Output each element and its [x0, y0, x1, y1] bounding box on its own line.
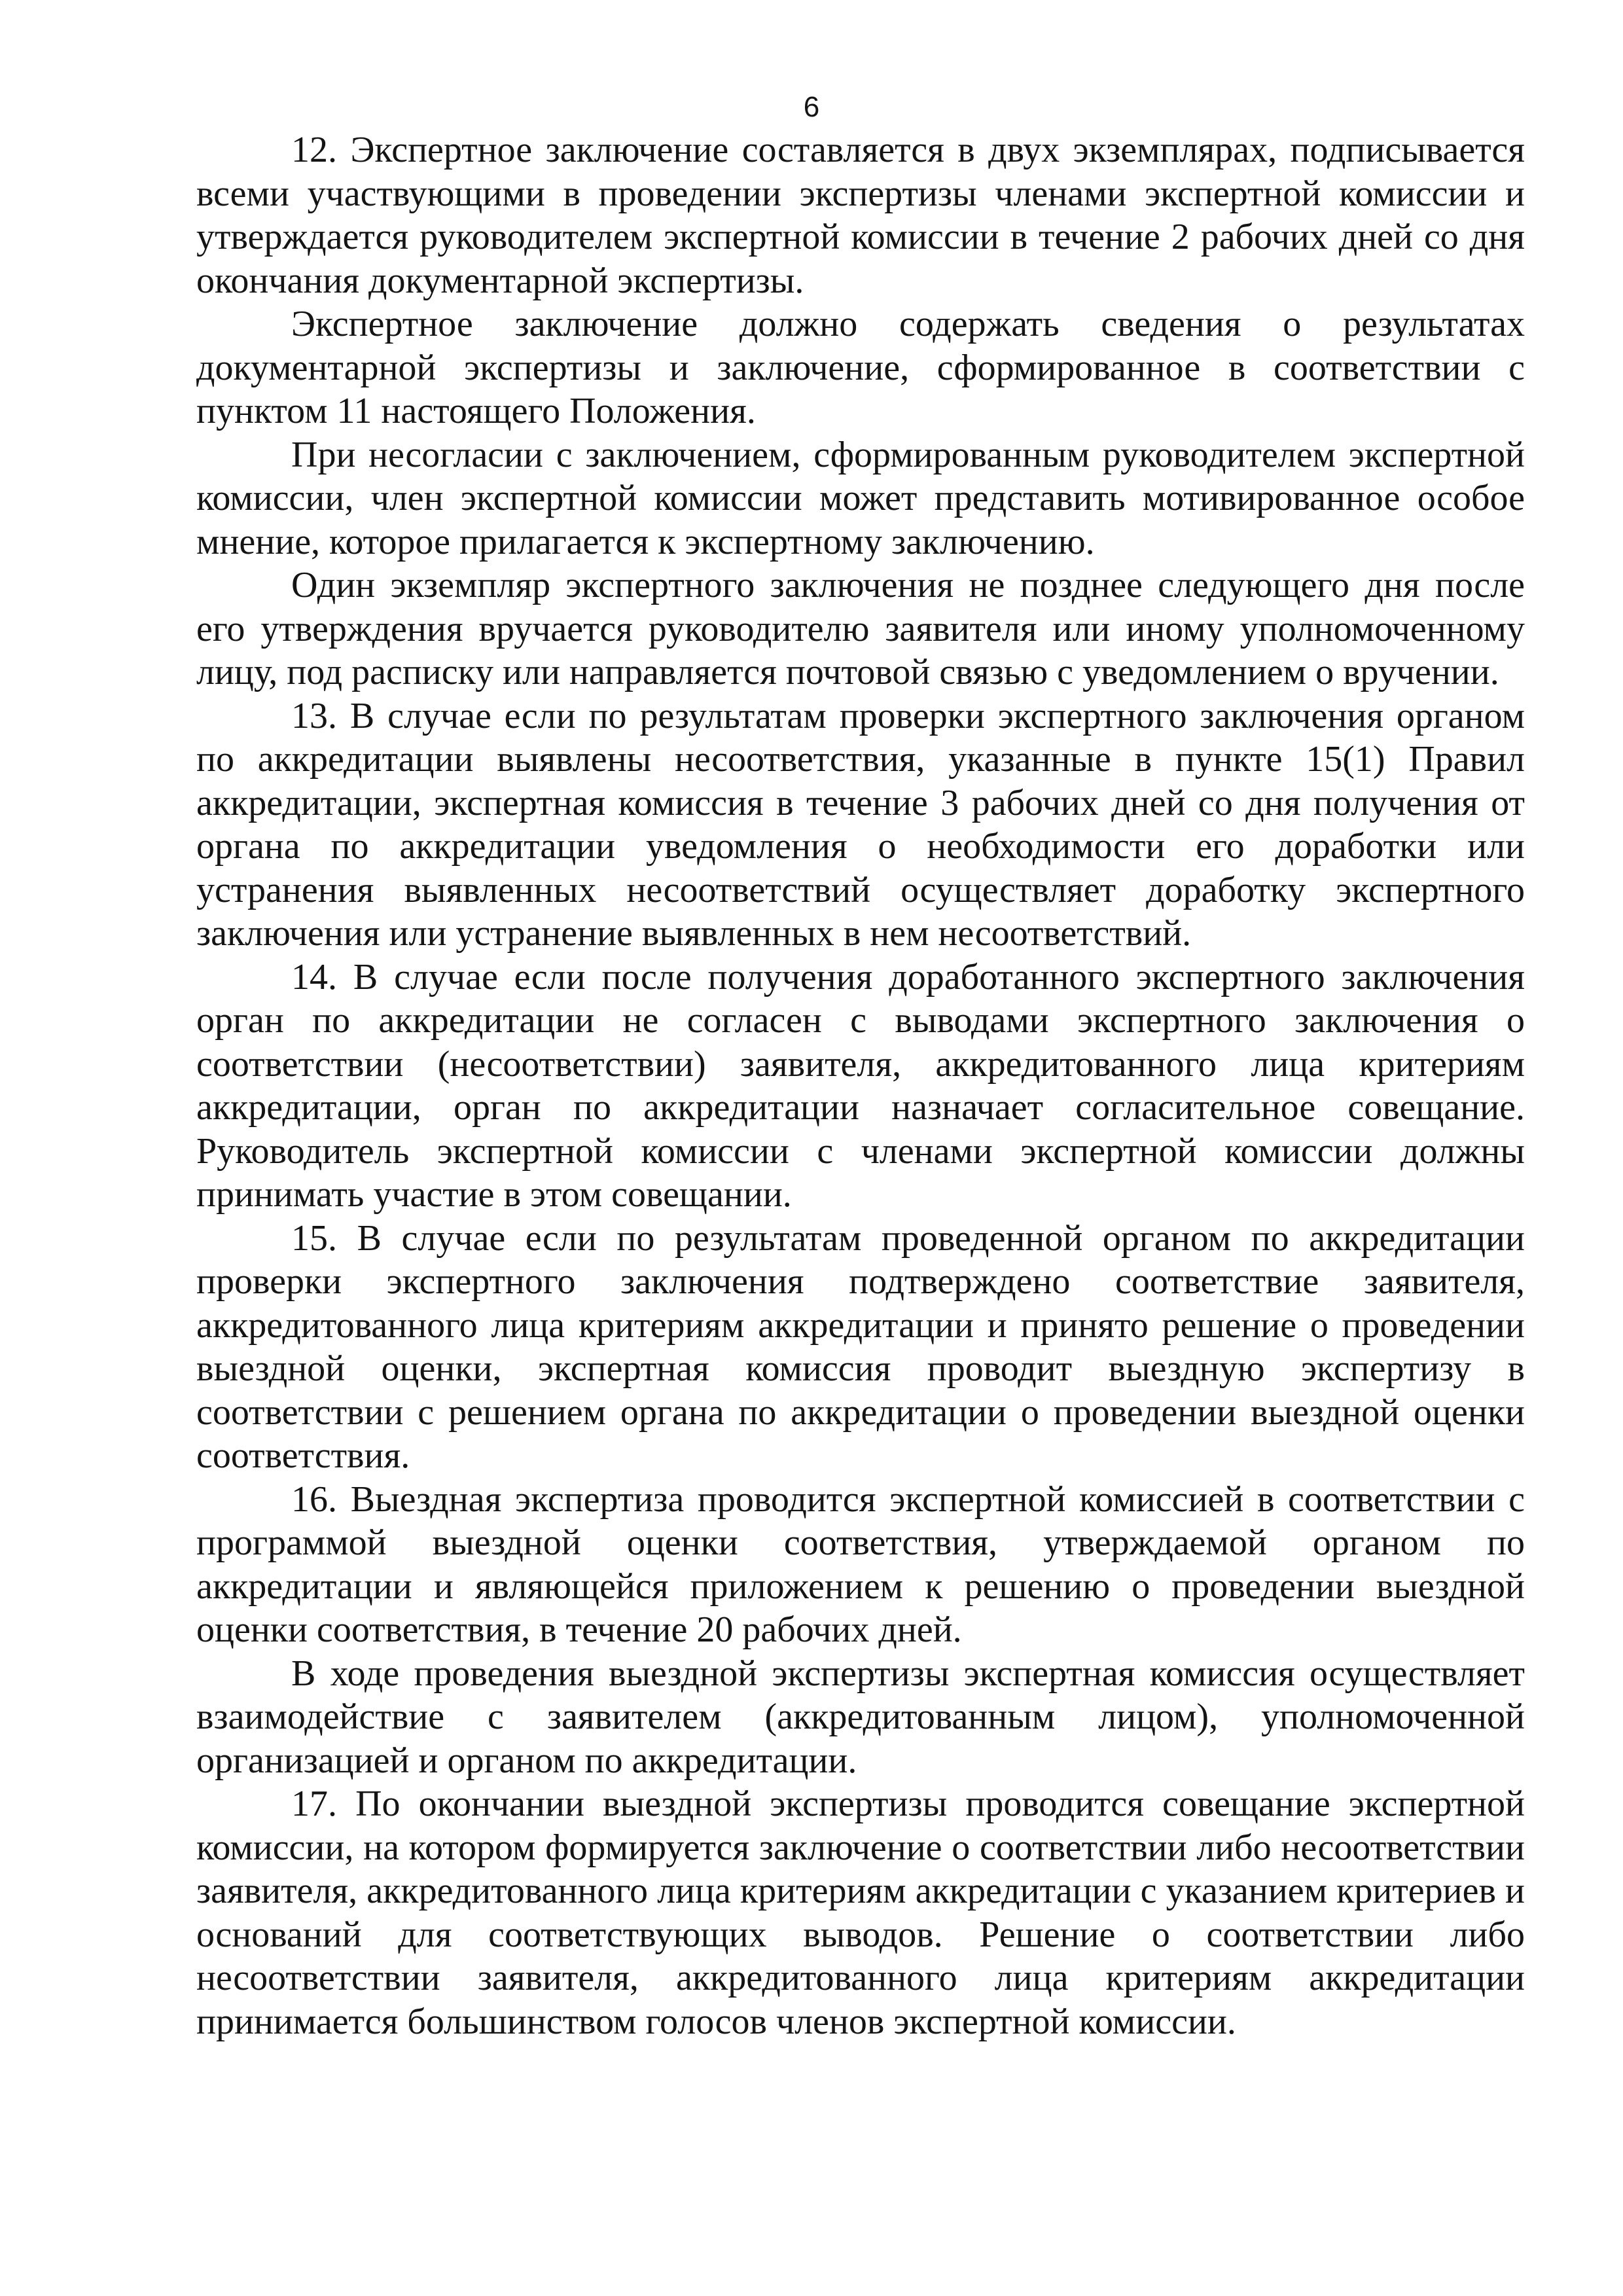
- paragraph-12-delivery: Один экземпляр экспертного заключения не позднее следующего дня после его утверждения вручается руководителю заявителя или иному уполномоченному лицу, под расписку или направляется почтовой связью с уведомлением о вручении.: [196, 565, 1525, 692]
- paragraph-13: 13. В случае если по результатам проверки экспертного заключения органом по аккредитации выявлены несоответствия, указанные в пункте 15(1) Правил аккредитации, экспертная комиссия в течение 3 рабочих дней со дня получения от органа по аккредитации уведомления о необходимости его доработки или устранения выявленных несоответствий осуществляет доработку экспертного заключения или устранение выявленных в нем несоответствий.: [196, 695, 1525, 954]
- paragraph-12-dissent: При несогласии с заключением, сформированным руководителем экспертной комиссии, член экспертной комиссии может представить мотивированное особое мнение, которое прилагается к экспертному заключению.: [196, 434, 1525, 562]
- page-number: 6: [803, 91, 820, 123]
- paragraph-16-interaction: В ходе проведения выездной экспертизы экспертная комиссия осуществляет взаимодействие с заявителем (аккредитованным лицом), уполномоченной организацией и органом по аккредитации.: [196, 1653, 1525, 1781]
- document-body: [196, 128, 1525, 2043]
- paragraph-12: 12. Экспертное заключение составляется в двух экземплярах, подписывается всеми участвующими в проведении экспертизы членами экспертной комиссии и утверждается руководителем экспертной комиссии в течение 2 рабочих дней со дня окончания документарной экспертизы.: [196, 130, 1525, 301]
- paragraph-15: 15. В случае если по результатам проведенной органом по аккредитации проверки экспертного заключения подтверждено соответствие заявителя, аккредитованного лица критериям аккредитации и принято решение о проведении выездной оценки, экспертная комиссия проводит выездную экспертизу в соответствии с решением органа по аккредитации о проведении выездной оценки соответствия.: [196, 1217, 1525, 1476]
- paragraph-14: 14. В случае если после получения доработанного экспертного заключения орган по аккредитации не согласен с выводами экспертного заключения о соответствии (несоответствии) заявителя, аккредитованного лица критериям аккредитации, орган по аккредитации назначает согласительное совещание. Руководитель экспертной комиссии с членами экспертной комиссии должны принимать участие в этом совещании.: [196, 956, 1525, 1215]
- paragraph-17: 17. По окончании выездной экспертизы проводится совещание экспертной комиссии, на котором формируется заключение о соответствии либо несоответствии заявителя, аккредитованного лица критериям аккредитации с указанием критериев и оснований для соответствующих выводов. Решение о соответствии либо несоответствии заявителя, аккредитованного лица критериям аккредитации принимается большинством голосов членов экспертной комиссии.: [196, 1784, 1525, 2042]
- paragraph-16: 16. Выездная экспертиза проводится экспертной комиссией в соответствии с программой выездной оценки соответствия, утверждаемой органом по аккредитации и являющейся приложением к решению о проведении выездной оценки соответствия, в течение 20 рабочих дней.: [196, 1479, 1525, 1650]
- paragraph-12-content: Экспертное заключение должно содержать сведения о результатах документарной экспертизы и заключение, сформированное в соответствии с пунктом 11 настоящего Положения.: [196, 304, 1525, 431]
